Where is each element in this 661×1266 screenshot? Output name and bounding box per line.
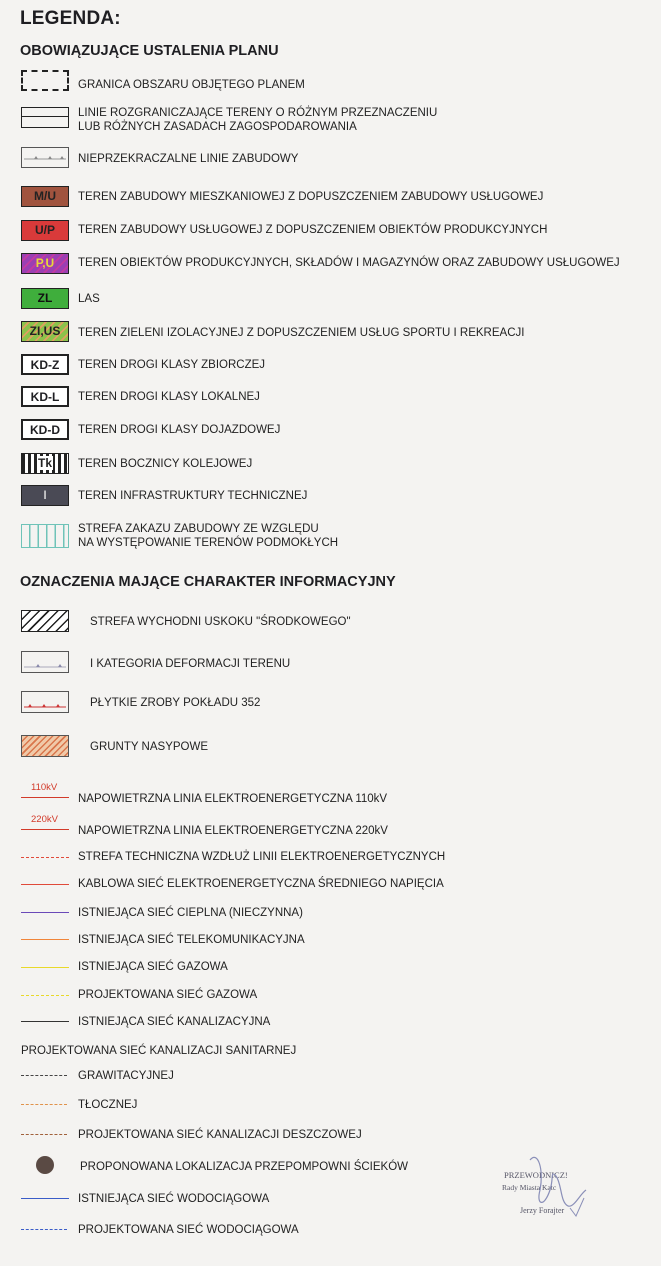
pumping-station-symbol	[36, 1156, 54, 1174]
shallow-workings-label: PŁYTKIE ZROBY POKŁADU 352	[90, 697, 261, 709]
line-110kv-label: NAPOWIETRZNA LINIA ELEKTROENERGETYCZNA 110kV	[78, 793, 388, 805]
zone-mu-symbol: M/U	[21, 186, 69, 207]
water-existing-symbol	[21, 1198, 69, 1199]
technical-zone-label: STREFA TECHNICZNA WZDŁUŻ LINII ELEKTROENERGETYCZNYCH	[78, 851, 446, 863]
signature-name: Jerzy Forajter	[520, 1206, 565, 1215]
gravity-sewer-label: GRAWITACYJNEJ	[78, 1070, 174, 1082]
telecom-network-symbol	[21, 939, 69, 940]
sanitary-sewer-heading: PROJEKTOWANA SIEĆ KANALIZACJI SANITARNEJ	[21, 1045, 297, 1057]
road-kdd-symbol: KD-D	[21, 419, 69, 440]
heat-network-symbol	[21, 912, 69, 913]
gas-planned-label: PROJEKTOWANA SIEĆ GAZOWA	[78, 989, 258, 1001]
storm-sewer-symbol	[21, 1134, 67, 1135]
zone-up-symbol: U/P	[21, 220, 69, 241]
dividing-lines-symbol	[21, 107, 69, 128]
wetland-zone-label-1: STREFA ZAKAZU ZABUDOWY ZE WZGLĘDU	[78, 523, 319, 535]
sewer-existing-label: ISTNIEJĄCA SIEĆ KANALIZACYJNA	[78, 1016, 271, 1028]
road-kdz-symbol: KD-Z	[21, 354, 69, 375]
cable-network-symbol	[21, 884, 69, 885]
fault-zone-symbol	[21, 610, 69, 632]
embankment-soil-symbol	[21, 735, 69, 757]
railway-tk-symbol	[21, 453, 69, 474]
heat-network-label: ISTNIEJĄCA SIEĆ CIEPLNA (NIECZYNNA)	[78, 907, 303, 919]
line-110kv-tag: 110kV	[31, 782, 58, 793]
line-220kv-label: NAPOWIETRZNA LINIA ELEKTROENERGETYCZNA 220kV	[78, 825, 388, 837]
fault-zone-label: STREFA WYCHODNI USKOKU "ŚRODKOWEGO"	[90, 616, 351, 628]
signature-council: Rady Miasta Katc	[502, 1183, 557, 1192]
gravity-sewer-symbol	[21, 1075, 67, 1076]
zone-pu-label: TEREN OBIEKTÓW PRODUKCYJNYCH, SKŁADÓW I MAGAZYNÓW ORAZ ZABUDOWY USŁUGOWEJ	[78, 257, 620, 269]
deformation-category-label: I KATEGORIA DEFORMACJI TERENU	[90, 658, 291, 670]
dividing-lines-label-1: LINIE ROZGRANICZAJĄCE TERENY O RÓŻNYM PRZEZNACZENIU	[78, 107, 438, 119]
infra-i-label: TEREN INFRASTRUKTURY TECHNICZNEJ	[78, 490, 308, 502]
railway-tk-code: Tk	[37, 456, 52, 470]
zone-zius-label: TEREN ZIELENI IZOLACYJNEJ Z DOPUSZCZENIEM USŁUG SPORTU I REKREACJI	[78, 327, 525, 339]
zone-zl-label: LAS	[78, 293, 100, 305]
shallow-workings-symbol	[21, 691, 69, 713]
legend-title: LEGENDA:	[20, 8, 121, 29]
pressure-sewer-symbol	[21, 1104, 67, 1105]
zone-zl-symbol: ZL	[21, 288, 69, 309]
telecom-network-label: ISTNIEJĄCA SIEĆ TELEKOMUNIKACYJNA	[78, 934, 305, 946]
zone-zius-symbol: ZI,US	[21, 321, 69, 342]
deformation-category-symbol	[21, 651, 69, 673]
water-planned-label: PROJEKTOWANA SIEĆ WODOCIĄGOWA	[78, 1224, 299, 1236]
road-kdl-symbol: KD-L	[21, 386, 69, 407]
building-line-symbol	[21, 147, 69, 168]
storm-sewer-label: PROJEKTOWANA SIEĆ KANALIZACJI DESZCZOWEJ	[78, 1129, 362, 1141]
zone-mu-label: TEREN ZABUDOWY MIESZKANIOWEJ Z DOPUSZCZENIEM ZABUDOWY USŁUGOWEJ	[78, 191, 544, 203]
plan-boundary-symbol	[21, 70, 69, 91]
road-kdz-label: TEREN DROGI KLASY ZBIORCZEJ	[78, 359, 266, 371]
handwritten-signature	[510, 1150, 590, 1220]
road-kdl-label: TEREN DROGI KLASY LOKALNEJ	[78, 391, 260, 403]
line-220kv-symbol	[21, 829, 69, 830]
pumping-station-label: PROPONOWANA LOKALIZACJA PRZEPOMPOWNI ŚCIEKÓW	[80, 1161, 409, 1173]
wetland-zone-symbol	[21, 524, 69, 548]
embankment-soil-label: GRUNTY NASYPOWE	[90, 741, 208, 753]
zone-up-label: TEREN ZABUDOWY USŁUGOWEJ Z DOPUSZCZENIEM OBIEKTÓW PRODUKCYJNYCH	[78, 224, 548, 236]
section-info-title: OZNACZENIA MAJĄCE CHARAKTER INFORMACYJNY	[20, 574, 396, 590]
section-binding-title: OBOWIĄZUJĄCE USTALENIA PLANU	[20, 43, 279, 59]
zone-pu-symbol: P,U	[21, 253, 69, 274]
technical-zone-symbol	[21, 857, 69, 858]
wetland-zone-label-2: NA WYSTĘPOWANIE TERENÓW PODMOKŁYCH	[78, 537, 339, 549]
gas-existing-symbol	[21, 967, 69, 968]
gas-existing-label: ISTNIEJĄCA SIEĆ GAZOWA	[78, 961, 228, 973]
sewer-existing-symbol	[21, 1021, 69, 1022]
signature-title: PRZEWODNICZ!	[504, 1170, 568, 1180]
plan-boundary-label: GRANICA OBSZARU OBJĘTEGO PLANEM	[78, 79, 305, 91]
infra-i-symbol: I	[21, 485, 69, 506]
dividing-lines-label-2: LUB RÓŻNYCH ZASADACH ZAGOSPODAROWANIA	[78, 121, 357, 133]
water-existing-label: ISTNIEJĄCA SIEĆ WODOCIĄGOWA	[78, 1193, 270, 1205]
cable-network-label: KABLOWA SIEĆ ELEKTROENERGETYCZNA ŚREDNIEGO NAPIĘCIA	[78, 878, 444, 890]
road-kdd-label: TEREN DROGI KLASY DOJAZDOWEJ	[78, 424, 281, 436]
water-planned-symbol	[21, 1229, 67, 1230]
railway-tk-label: TEREN BOCZNICY KOLEJOWEJ	[78, 458, 253, 470]
line-220kv-tag: 220kV	[31, 814, 58, 825]
building-line-label: NIEPRZEKRACZALNE LINIE ZABUDOWY	[78, 153, 299, 165]
line-110kv-symbol	[21, 797, 69, 798]
pressure-sewer-label: TŁOCZNEJ	[78, 1099, 138, 1111]
gas-planned-symbol	[21, 995, 69, 996]
